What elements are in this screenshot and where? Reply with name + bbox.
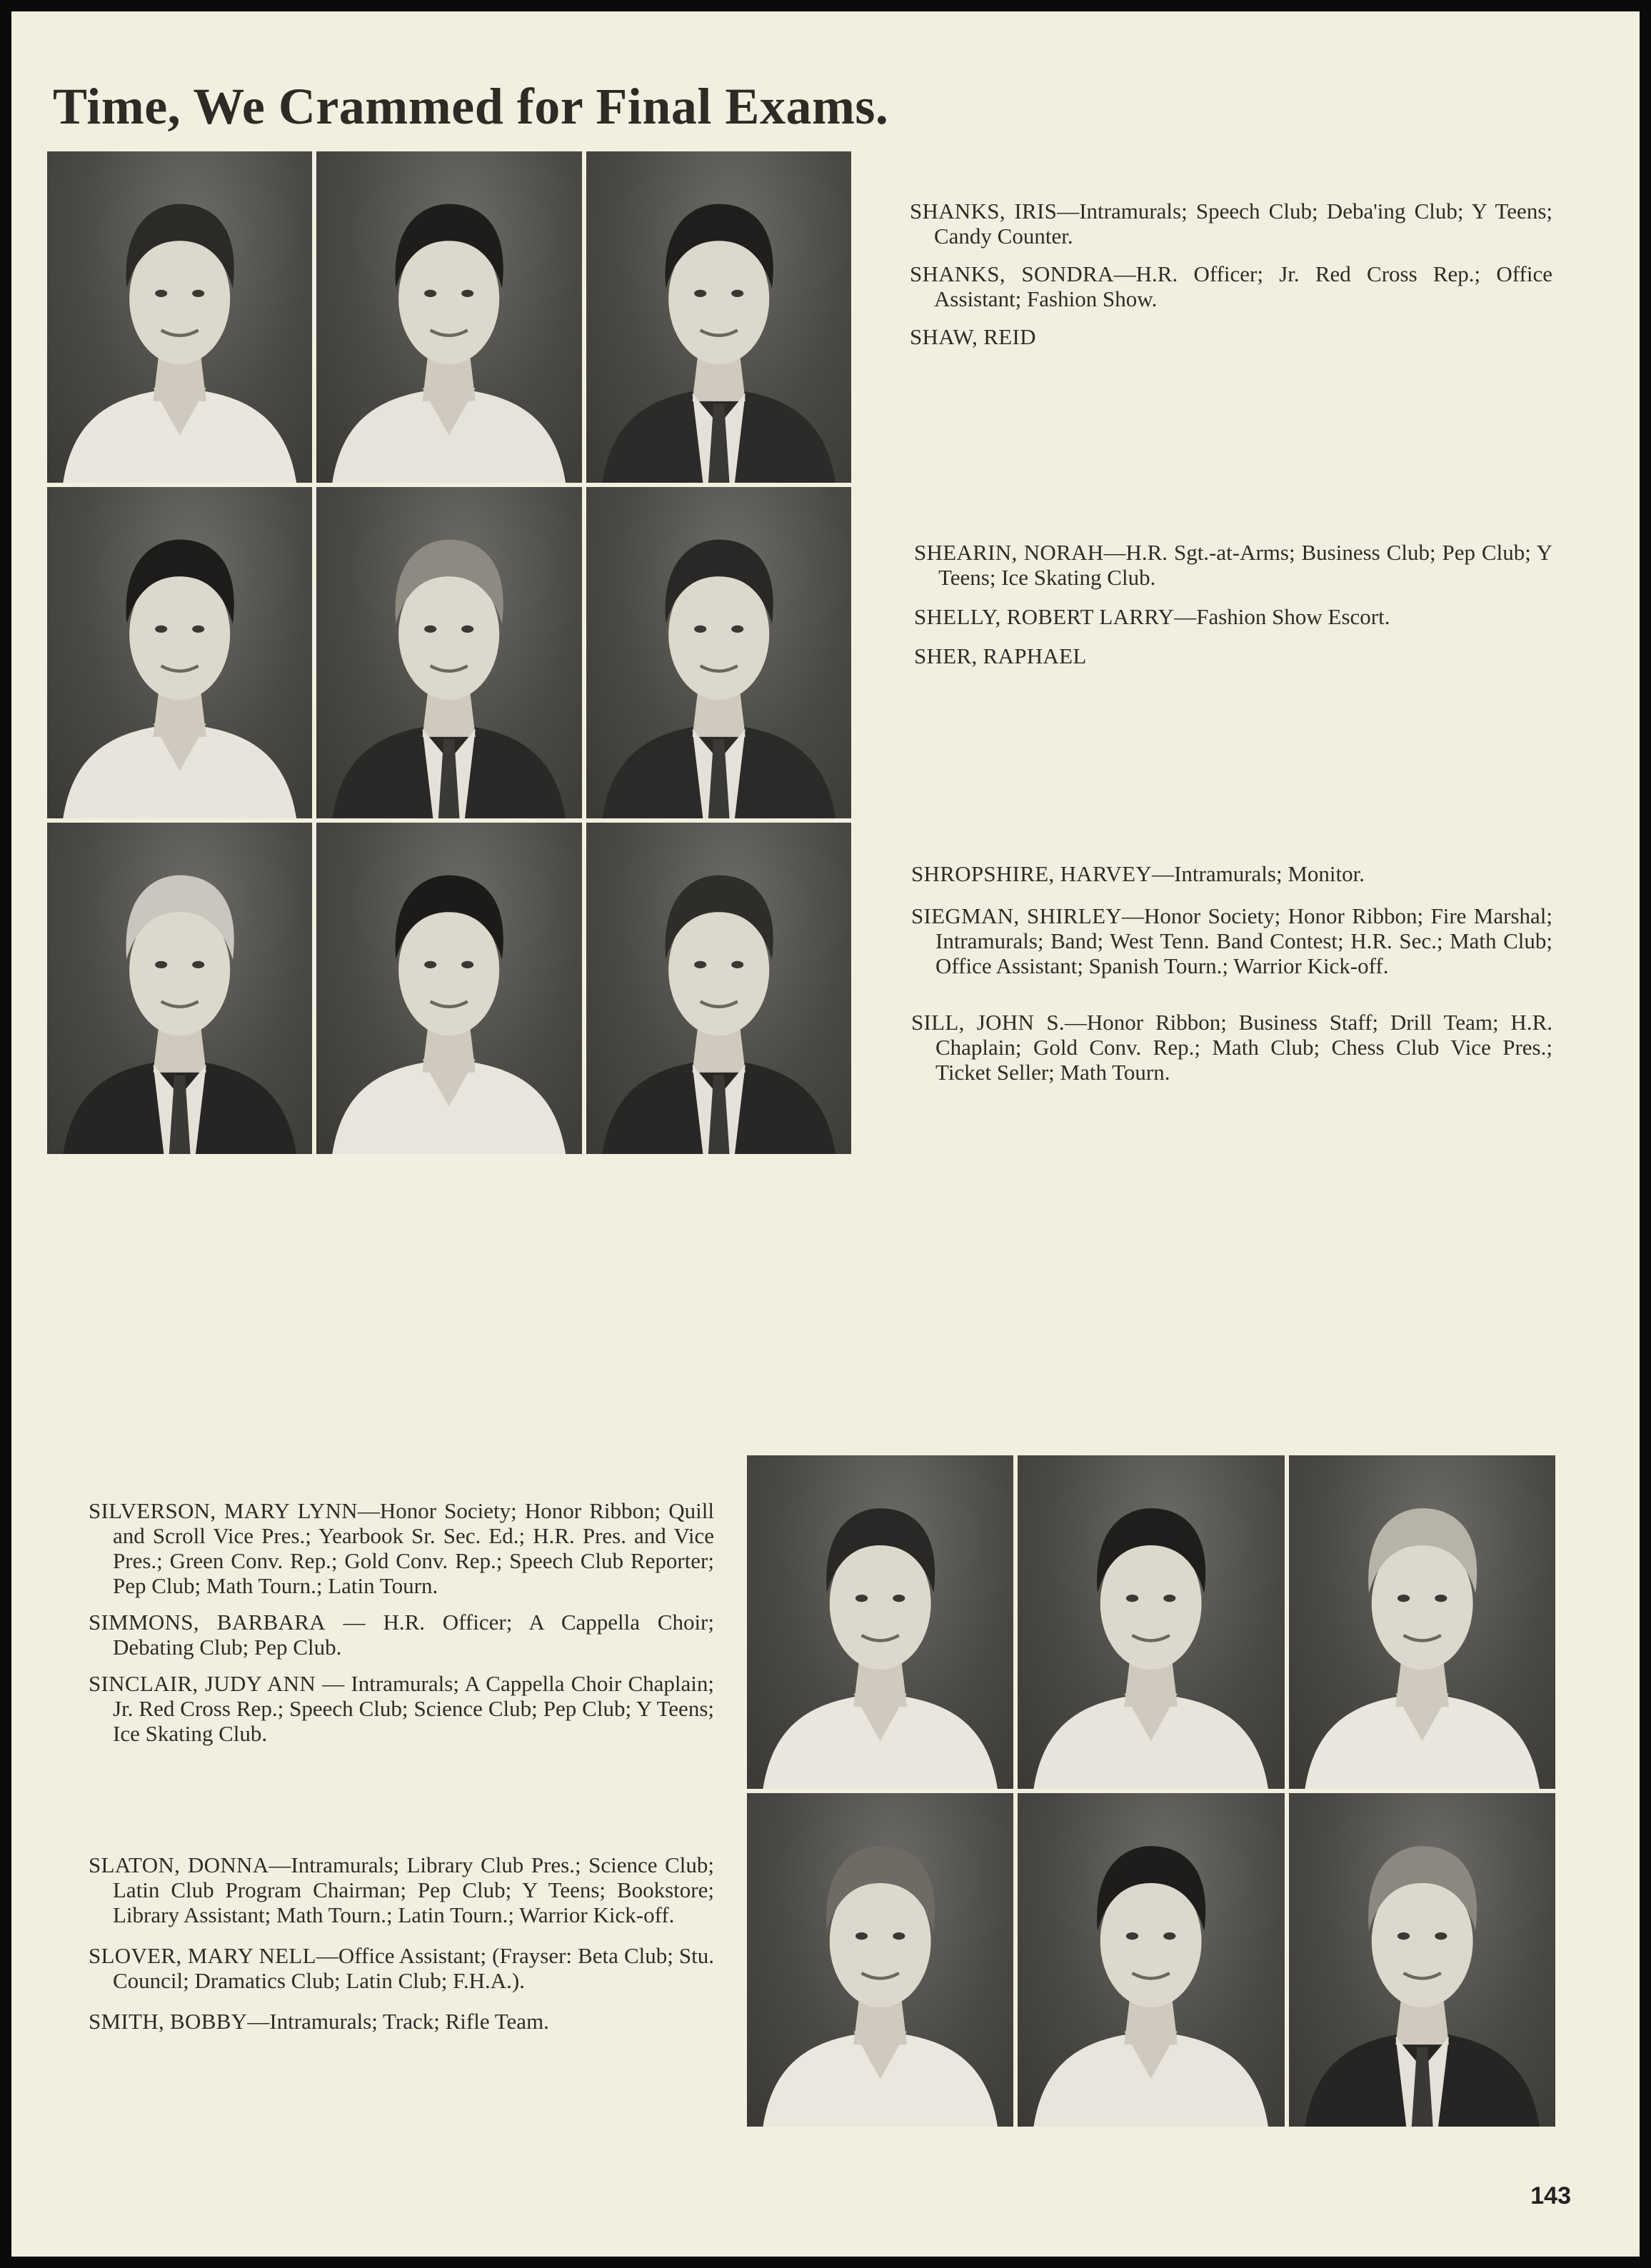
student-entry (911, 903, 1552, 978)
yearbook-page (11, 11, 1640, 2257)
student-entry (910, 261, 1552, 311)
portrait-photo (586, 151, 851, 483)
portrait-photo (47, 487, 312, 818)
portrait-photo (1289, 1793, 1555, 2127)
portrait-photo (316, 487, 581, 818)
portrait (47, 151, 312, 483)
portrait (586, 823, 851, 1154)
student-entry (914, 604, 1552, 629)
student-entry (89, 2009, 714, 2034)
student-activities: —Office Assistant; (Frayser: Beta Club; Stu. Council; Dramatics Club; Latin Club; F.H.A.). (113, 1943, 714, 1993)
page-title: Time, We Crammed for Final Exams. (53, 78, 889, 135)
portrait-photo (1018, 1793, 1284, 2127)
portrait-grid-bottom (747, 1455, 1555, 2127)
student-entries-row2 (914, 540, 1552, 668)
student-activities: —Intramurals; Monitor. (1152, 861, 1365, 886)
student-activities: —Honor Society; Honor Ribbon; Fire Marshal; Intramurals; Band; West Tenn. Band Contest; H.R. Sec.; Math Club; Office Assistant; Spanish Tourn.; Warrior Kick-off. (935, 903, 1552, 978)
student-entry (89, 1610, 714, 1660)
portrait (747, 1455, 1013, 1789)
student-name: SMITH, BOBBY (89, 2009, 248, 2034)
student-activities: —Honor Ribbon; Business Staff; Drill Team; H.R. Chaplain; Gold Conv. Rep.; Math Club; Chess Club Vice Pres.; Ticket Seller; Math Tourn. (935, 1010, 1552, 1085)
student-entries-row1 (910, 199, 1552, 349)
portrait (747, 1793, 1013, 2127)
portrait (1289, 1455, 1555, 1789)
student-name: SIMMONS, BARBARA (89, 1610, 326, 1635)
student-name: SLATON, DONNA (89, 1852, 269, 1877)
page-number: 143 (1530, 2182, 1571, 2209)
student-name: SHANKS, SONDRA (910, 261, 1114, 286)
student-name: SLOVER, MARY NELL (89, 1943, 316, 1968)
student-activities: —Intramurals; Library Club Pres.; Science Club; Latin Club Program Chairman; Pep Club; Y Teens; Bookstore; Library Assistant; Math Tourn.; Latin Tourn.; Warrior Kick-off. (113, 1852, 714, 1927)
student-name: SIEGMAN, SHIRLEY (911, 903, 1123, 928)
student-entries-row5 (89, 1852, 714, 2034)
student-activities: —Fashion Show Escort. (1174, 604, 1390, 629)
student-activities: —Intramurals; Track; Rifle Team. (247, 2009, 549, 2034)
portrait-photo (586, 487, 851, 818)
portrait-photo (586, 823, 851, 1154)
portrait-photo (1289, 1455, 1555, 1789)
portrait (316, 823, 581, 1154)
portrait (586, 487, 851, 818)
student-activities: —H.R. Officer; Jr. Red Cross Rep.; Office Assistant; Fashion Show. (934, 261, 1552, 311)
student-name: SHAW, REID (910, 324, 1036, 349)
student-entries-row4 (89, 1498, 714, 1746)
student-entry (911, 861, 1552, 886)
student-activities: — Intramurals; A Cappella Choir Chaplain; Jr. Red Cross Rep.; Speech Club; Science Club; Pep Club; Y Teens; Ice Skating Club. (113, 1671, 714, 1746)
student-entry (89, 1852, 714, 1927)
student-activities: — H.R. Officer; A Cappella Choir; Debating Club; Pep Club. (113, 1610, 714, 1660)
portrait-photo (47, 151, 312, 483)
portrait-photo (747, 1455, 1013, 1789)
student-entry (89, 1943, 714, 1993)
student-activities: —Intramurals; Speech Club; Deba'ing Club; Y Teens; Candy Counter. (934, 199, 1552, 249)
portrait (1018, 1455, 1284, 1789)
portrait (316, 151, 581, 483)
portrait-grid-top (47, 151, 851, 1154)
portrait (47, 823, 312, 1154)
student-entry (914, 540, 1552, 590)
student-entry (910, 324, 1552, 349)
portrait (1018, 1793, 1284, 2127)
student-name: SHELLY, ROBERT LARRY (914, 604, 1175, 629)
portrait (47, 487, 312, 818)
student-entry (89, 1671, 714, 1746)
portrait-photo (747, 1793, 1013, 2127)
portrait-photo (316, 151, 581, 483)
portrait (316, 487, 581, 818)
portrait-photo (47, 823, 312, 1154)
student-entry (914, 643, 1552, 668)
student-name: SILL, JOHN S. (911, 1010, 1065, 1035)
student-activities: —Honor Society; Honor Ribbon; Quill and Scroll Vice Pres.; Yearbook Sr. Sec. Ed.; H.R. Pres. and Vice Pres.; Green Conv. Rep.; Gold Conv. Rep.; Speech Club Reporter; Pep Club; Math Tourn.; Latin Tourn. (113, 1498, 714, 1598)
student-entry (911, 1010, 1552, 1085)
student-name: SHEARIN, NORAH (914, 540, 1104, 565)
student-entries-row3 (911, 861, 1552, 1085)
student-name: SILVERSON, MARY LYNN (89, 1498, 358, 1523)
portrait (586, 151, 851, 483)
student-activities: —H.R. Sgt.-at-Arms; Business Club; Pep Club; Y Teens; Ice Skating Club. (938, 540, 1553, 590)
portrait-photo (316, 823, 581, 1154)
student-name: SHER, RAPHAEL (914, 643, 1087, 668)
student-entry (910, 199, 1552, 249)
portrait-photo (1018, 1455, 1284, 1789)
student-name: SHROPSHIRE, HARVEY (911, 861, 1153, 886)
student-name: SINCLAIR, JUDY ANN (89, 1671, 316, 1696)
student-name: SHANKS, IRIS (910, 199, 1058, 224)
student-entry (89, 1498, 714, 1598)
portrait (1289, 1793, 1555, 2127)
